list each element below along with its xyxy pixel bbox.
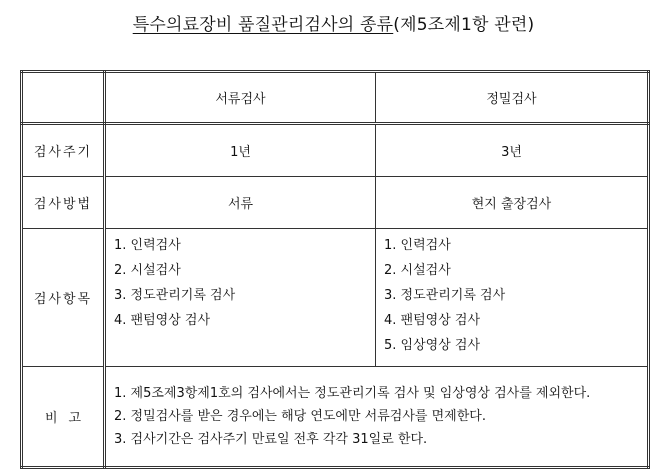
title-main: 특수의료장비 품질관리검사의 종류: [132, 15, 394, 35]
list-item: 2. 시설검사: [384, 262, 451, 278]
method-label: 검사방법: [22, 176, 105, 228]
notes-label-cell: [22, 367, 105, 468]
items-doc-cell: [105, 228, 376, 367]
notes-cell: [105, 367, 649, 468]
list-item: 5. 임상영상 검사: [384, 337, 481, 353]
list-item: 3. 정도관리기록 검사: [114, 287, 236, 303]
list-item: 2. 시설검사: [114, 262, 181, 278]
note-item: 3. 검사기간은 검사주기 만료일 전후 각각 31일로 한다.: [114, 432, 428, 448]
items-doc-list: [114, 233, 367, 333]
note-item: 1. 제5조제3항제1호의 검사에서는 정도관리기록 검사 및 임상영상 검사를 제외한다.: [114, 386, 591, 402]
period-row: [22, 124, 649, 176]
header-row: [22, 72, 649, 124]
list-item: 1. 인력검사: [384, 237, 451, 253]
method-row: [22, 176, 649, 228]
list-item: 4. 팬텀영상 검사: [114, 312, 211, 328]
note-item: 2. 정밀검사를 받은 경우에는 해당 연도에만 서류검사를 면제한다.: [114, 409, 486, 425]
notes-label: [31, 407, 95, 426]
title-suffix: (제5조제1항 관련): [393, 15, 535, 35]
list-item: 1. 인력검사: [114, 237, 181, 253]
header-empty-cell: [22, 72, 105, 124]
method-precise: 현지 출장검사: [376, 176, 649, 228]
notes-list: [114, 382, 639, 451]
notes-label-right: 고: [68, 411, 81, 427]
method-doc: 서류: [105, 176, 376, 228]
items-precise-cell: [376, 228, 649, 367]
items-precise-list: [384, 233, 639, 358]
items-row: [22, 228, 649, 367]
notes-label-left: 비: [45, 411, 58, 427]
header-doc-inspection: 서류검사: [105, 72, 376, 124]
period-doc: 1년: [105, 124, 376, 176]
period-label: 검사주기: [22, 124, 105, 176]
list-item: 4. 팬텀영상 검사: [384, 312, 481, 328]
notes-row: [22, 367, 649, 468]
inspection-table: [20, 70, 650, 469]
page-title: [0, 10, 667, 35]
items-label: 검사항목: [22, 228, 105, 367]
header-precise-inspection: 정밀검사: [376, 72, 649, 124]
period-precise: 3년: [376, 124, 649, 176]
list-item: 3. 정도관리기록 검사: [384, 287, 506, 303]
